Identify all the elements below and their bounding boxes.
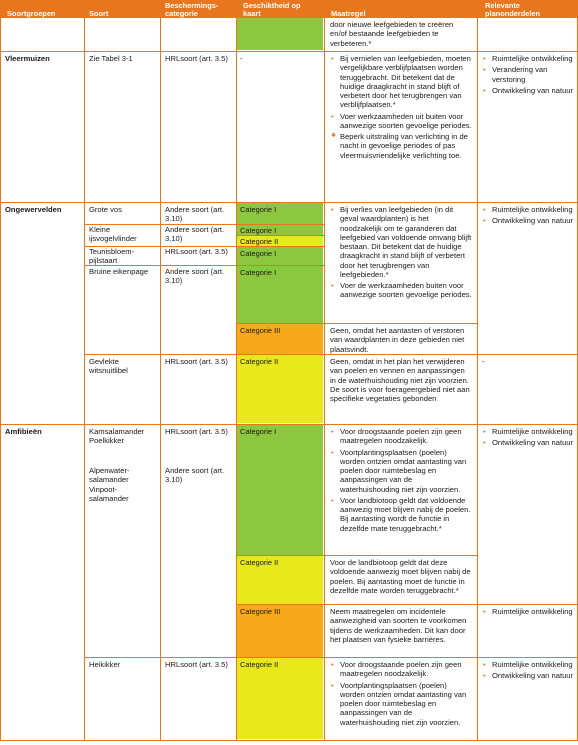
geschiktheid-amfibieen-cat3: Categorie III [237,605,323,657]
categorie-kamsalamander-poelkikker: HRLsoort (art. 3.5) [165,427,228,436]
geschiktheid-heikikker: Categorie II [237,658,323,739]
col-divider [84,18,85,740]
maatregel-amfibieen-cat1 [327,425,475,537]
categorie-kleine-ijsvogelvlinder: Andere soort (art. 3.10) [165,225,225,244]
soort-teunisbloempijlstaart: Teunisbloem-pijlstaart [89,247,135,266]
list-item: • Ruimtelijke ontwikkeling [482,427,574,436]
soort-grote-vos: Grote vos [89,205,122,214]
soort-kleine-ijsvogelvlinder: Kleine ijsvogelvlinder [89,225,137,244]
list-item: • Voortplantingsplaatsen (poelen) worden ontzien omdat aantasting van poelen door ruimtebeslag en aanpassingen van de waterhuishouding niet zijn voorzien. [330,681,472,727]
maatregel-ongewervelden [327,203,475,304]
categorie-witsnuitlibel: HRLsoort (art. 3.5) [165,357,228,366]
geschiktheid-ongewervelden-cat3: Categorie III [237,324,323,354]
list-item: • Ontwikkeling van natuur [482,86,574,95]
col-divider [236,18,237,740]
soorten-alpenwatersalamander-vinpootsalamander: Alpenwater-salamander Vinpoot-salamander [89,466,130,503]
categorie-vleermuizen: HRLsoort (art. 3.5) [165,54,228,63]
list-item: • Voer werkzaamheden uit buiten voor aanwezige soorten gevoelige periodes. [330,112,472,131]
categorie-heikikker: HRLsoort (art. 3.5) [165,660,228,669]
list-item: • Voer de werkzaamheden buiten voor aanwezige soorten gevoelige periodes. [330,281,472,300]
list-item: • Ontwikkeling van natuur [482,438,574,447]
soort-witsnuitlibel: Gevlekte witsnuitlibel [89,357,128,376]
maatregel-ongewervelden-cat3: Geen, omdat het aantasten of verstoren van waardplanten in deze gebieden niet plaatsvindt. [330,326,465,354]
geschiktheid-amfibieen-cat2: Categorie II [237,556,323,604]
header-beschermingscategorie: Beschermings-categorie [165,1,219,19]
list-item: • Ruimtelijke ontwikkeling [482,607,574,616]
maatregel-amfibieen-cat2: Voor de landbiotoop geldt dat deze voldoende aanwezig moet blijven nabij de poelen. Bij aantasting moet de functie in dezelfde mate worden teruggebracht.* [330,558,471,595]
geschiktheid-grote-vos: Categorie I [237,203,323,224]
soort-bruine-eikenpage: Bruine eikenpage [89,267,149,276]
list-item: • Bij verlies van leefgebieden (in dit geval waardplanten) is het noodzakelijk om te garanderen dat leefgebied van voldoende omvang blijft bestaan. Dit betekent dat de huidige draagkracht in stand blijft of verbetert door het terugbrengen van leefgebieden.* [330,205,472,279]
geschiktheid-amfibieen-cat1: Categorie I [237,425,323,555]
planonderdelen-witsnuitlibel: - [482,357,485,366]
col-divider [324,18,325,740]
soorten-kamsalamander-poelkikker: Kamsalamander Poelkikker [89,427,145,446]
planonderdelen-ongewervelden [479,203,577,230]
categorie-bruine-eikenpage: Andere soort (art. 3.10) [165,267,225,286]
group-amfibieen: Amfibieën [5,427,42,436]
header-soort: Soort [89,9,109,18]
list-item: • Ruimtelijke ontwikkeling [482,660,574,669]
planonderdelen-heikikker [479,658,577,685]
list-item: • Voor landbiotoop geldt dat voldoende aanwezig moet blijven nabij de poelen. Bij aantasting wordt de functie in dezelfde mate teruggebracht.* [330,496,472,533]
maatregel-top: door nieuwe leefgebieden te creëren en/of bestaande leefgebieden te verbeteren.* [330,20,454,48]
maatregel-amfibieen-cat3: Neem maatregelen om incidentele aanwezigheid van soorten te voorkomen tijdens de werkzaamheden. Dit kan door het plaatsen van fysieke barrières. [330,607,467,644]
list-item: • Voor droogstaande poelen zijn geen maatregelen noodzakelijk. [330,660,472,679]
planonderdelen-amfibieen-cat1 [479,425,577,452]
header-maatregel: Maatregel [331,9,366,18]
header-soortgroepen: Soortgroepen [7,9,56,18]
list-item: • Verandering van verstoring [482,65,574,84]
planonderdelen-amfibieen-cat3 [479,605,577,620]
maatregel-heikikker [327,658,475,731]
list-item: • Ruimtelijke ontwikkeling [482,54,574,63]
categorie-teunisbloempijlstaart: HRLsoort (art. 3.5) [165,247,228,256]
col-divider [160,18,161,740]
soort-heikikker: Heikikker [89,660,121,669]
geschiktheid-teunisbloempijlstaart: Categorie I [237,247,323,265]
header-geschiktheid: Geschiktheid op kaart [243,1,301,19]
maatregel-vleermuizen [327,52,475,164]
maatregel-witsnuitlibel: Geen, omdat in het plan het verwijderen van poelen en vennen en aanpassingen in de waterhuishouding niet zijn voorzien. De soort is voor foerageergebied niet aan specifieke vegetaties gebonden [330,357,470,403]
list-item: • Ruimtelijke ontwikkeling [482,205,574,214]
group-vleermuizen: Vleermuizen [5,54,50,63]
categorie-grote-vos: Andere soort (art. 3.10) [165,205,225,224]
list-item: • Ontwikkeling van natuur [482,671,574,680]
geschiktheid-witsnuitlibel: Categorie II [237,355,323,423]
list-item: • Bij vernielen van leefgebieden, moeten vergelijkbare verblijfplaatsen worden teruggebracht. Dit betekent dat de huidige draagkracht in stand blijft of verbetert door het terugbrengen van verblijfplaatsen.* [330,54,472,110]
list-item: • Voor droogstaande poelen zijn geen maatregelen noodzakelijk. [330,427,472,446]
geschiktheid-vleermuizen: - [240,54,243,63]
categorie-alpenwatersalamander-vinpootsalamander: Andere soort (art. 3.10) [165,466,225,485]
col-divider [477,18,478,740]
geschiktheid-kleine-ijsvogelvlinder-1: Categorie I [237,225,323,235]
group-ongewervelden: Ongewervelden [5,205,62,214]
soort-vleermuizen: Zie Tabel 3-1 [89,54,133,63]
geschiktheid-bruine-eikenpage: Categorie I [237,266,323,323]
list-item: ✱ Beperk uitstraling van verlichting in de nacht in gevoelige periodes of pas vleermuisvriendelijke verlichting toe. [330,132,472,160]
header-planonderdelen: Relevante planonderdelen [485,1,541,19]
planonderdelen-vleermuizen [479,52,577,99]
geschiktheid-kleine-ijsvogelvlinder-2: Categorie II [237,236,323,246]
row-divider [236,235,324,236]
list-item: • Voortplantingsplaatsen (poelen) worden ontzien omdat aantasting van poelen door ruimtebeslag en aanpassingen van de waterhuishouding niet zijn voorzien. [330,448,472,494]
list-item: • Ontwikkeling van natuur [482,216,574,225]
